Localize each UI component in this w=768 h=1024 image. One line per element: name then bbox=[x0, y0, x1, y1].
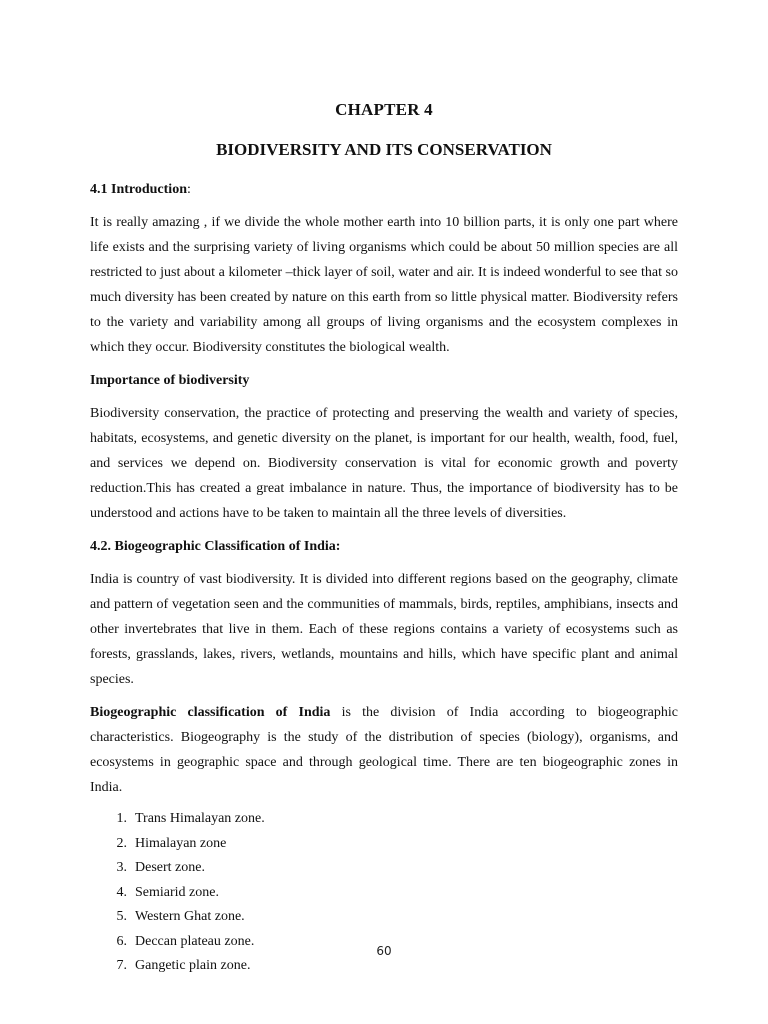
list-item-text: Western Ghat zone. bbox=[135, 909, 245, 924]
section-heading-importance: Importance of biodiversity bbox=[90, 373, 250, 388]
list-item-number: 3. bbox=[116, 860, 127, 875]
introduction-heading-colon: : bbox=[186, 182, 191, 197]
list-item bbox=[90, 831, 678, 856]
section-heading-introduction bbox=[90, 177, 678, 202]
list-item bbox=[90, 855, 678, 880]
list-item-text: Deccan plateau zone. bbox=[135, 933, 255, 949]
classification-definition: is the division of India according to biogeographic characteristics. Biogeography is the study of the distribution of species (biology), organisms, and ecosystems in geographic space and through geological time. There are ten biogeographic zones in India. bbox=[90, 705, 678, 795]
section-heading-biogeographic: 4.2. Biogeographic Classification of India: bbox=[90, 539, 341, 554]
page-number: 60 bbox=[376, 944, 392, 958]
list-item-number: 7. bbox=[116, 958, 127, 973]
chapter-subtitle: BIODIVERSITY AND ITS CONSERVATION bbox=[216, 140, 552, 159]
introduction-heading-text: 4.1 Introduction bbox=[90, 182, 187, 197]
list-item-number: 6. bbox=[116, 933, 127, 949]
page-content bbox=[90, 177, 678, 978]
list-item-number: 4. bbox=[116, 884, 127, 900]
chapter-title: CHAPTER 4 bbox=[335, 100, 433, 119]
list-item-text: Gangetic plain zone. bbox=[135, 958, 251, 973]
biogeographic-paragraph: India is country of vast biodiversity. It is divided into different regions based on the geography, climate and pattern of vegetation seen and the communities of mammals, birds, reptiles, amphibians, insects and other invertebrates that live in them. Each of these regions contains a variety of ecosystems such as forests, grasslands, lakes, rivers, wetlands, mountains and hills, which have specific plant and animal species. bbox=[90, 572, 678, 687]
list-item bbox=[90, 904, 678, 929]
list-item-text: Desert zone. bbox=[135, 860, 205, 875]
list-item-text: Semiarid zone. bbox=[135, 884, 219, 900]
list-item-text: Himalayan zone bbox=[135, 835, 227, 851]
list-item-number: 1. bbox=[116, 811, 127, 826]
importance-paragraph: Biodiversity conservation, the practice of protecting and preserving the wealth and variety of species, habitats, ecosystems, and genetic diversity on the planet, is important for our health, wealth, food, fuel, and services we depend on. Biodiversity conservation is vital for economic growth and poverty reduction.This has created a great imbalance in nature. Thus, the importance of biodiversity has to be understood and actions have to be taken to maintain all the three levels of diversities. bbox=[90, 406, 678, 521]
list-item bbox=[90, 806, 678, 831]
list-item-text: Trans Himalayan zone. bbox=[135, 811, 265, 826]
introduction-paragraph: It is really amazing , if we divide the whole mother earth into 10 billion parts, it is only one part where life exists and the surprising variety of living organisms which could be about 50 million species are all restricted to just about a kilometer –thick layer of soil, water and air. It is indeed wonderful to see that so much diversity has been created by nature on this earth from so little physical matter. Biodiversity refers to the variety and variability among all groups of living organisms and the ecosystem complexes in which they occur. Biodiversity constitutes the biological wealth. bbox=[90, 215, 678, 355]
list-item-number: 2. bbox=[116, 835, 127, 851]
classification-term: Biogeographic classification of India bbox=[90, 705, 331, 720]
list-item bbox=[90, 880, 678, 905]
classification-paragraph bbox=[90, 700, 678, 800]
list-item-number: 5. bbox=[116, 909, 127, 924]
